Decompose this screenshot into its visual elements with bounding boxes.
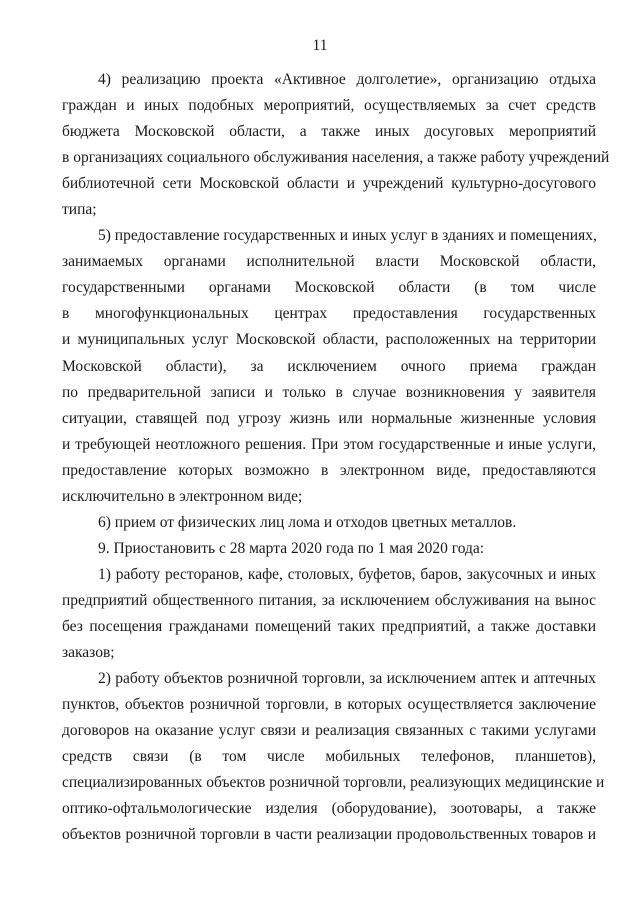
text-line: специализированных объектов розничной торговли, реализующих медицинские и xyxy=(62,774,605,792)
text-line: договоров на оказание услуг связи и реализация связанных с такими услугами xyxy=(62,722,596,740)
text-line: предоставление которых возможно в электронном виде, предоставляются xyxy=(62,461,596,479)
text-line: объектов розничной торговли в части реализации продовольственных товаров и xyxy=(62,826,596,844)
paragraph-item-9-1 xyxy=(62,562,596,666)
page-number: 11 xyxy=(312,37,328,54)
text-line: Московской области), за исключением очного приема граждан xyxy=(62,357,596,375)
text-line: ситуации, ставящей под угрозу жизнь или нормальные жизненные условия xyxy=(62,409,596,427)
text-line: 9. Приостановить с 28 марта 2020 года по 1 мая 2020 года: xyxy=(98,539,485,557)
text-line: граждан и иных подобных мероприятий, осуществляемых за счет средств xyxy=(62,97,596,115)
text-line: оптико-офтальмологические изделия (оборудование), зоотовары, а также xyxy=(62,800,596,818)
paragraph-section-9 xyxy=(62,536,596,562)
text-line: 4) реализацию проекта «Активное долголетие», организацию отдыха xyxy=(98,71,596,88)
paragraph-item-5 xyxy=(62,223,596,510)
text-line: предприятий общественного питания, за исключением обслуживания на вынос xyxy=(62,591,596,609)
text-line: 2) работу объектов розничной торговли, за исключением аптек и аптечных xyxy=(98,670,596,688)
document-body xyxy=(62,67,610,848)
paragraph-item-9-2 xyxy=(62,666,605,848)
text-line: 6) прием от физических лиц лома и отходов цветных металлов. xyxy=(98,513,517,531)
text-line: и муниципальных услуг Московской области, расположенных на территории xyxy=(62,331,596,349)
text-line: 5) предоставление государственных и иных услуг в зданиях и помещениях, xyxy=(98,227,597,245)
text-line: заказов; xyxy=(62,644,115,662)
text-line: 1) работу ресторанов, кафе, столовых, буфетов, баров, закусочных и иных xyxy=(98,565,596,583)
text-line: исключительно в электронном виде; xyxy=(62,487,303,505)
text-line: и требующей неотложного решения. При этом государственные и иные услуги, xyxy=(62,435,596,453)
text-line: бюджета Московской области, а также иных досуговых мероприятий xyxy=(62,123,596,141)
text-line: государственными органами Московской области (в том числе xyxy=(62,279,596,297)
paragraph-item-4 xyxy=(62,67,610,223)
text-line: библиотечной сети Московской области и учреждений культурно-досугового xyxy=(62,175,596,193)
text-line: занимаемых органами исполнительной власти Московской области, xyxy=(62,253,596,271)
text-line: средств связи (в том числе мобильных телефонов, планшетов), xyxy=(62,748,596,766)
text-line: без посещения гражданами помещений таких предприятий, а также доставки xyxy=(62,617,596,635)
text-line: по предварительной записи и только в случае возникновения у заявителя xyxy=(62,383,596,401)
text-line: в организациях социального обслуживания населения, а также работу учреждений xyxy=(62,149,610,167)
text-line: в многофункциональных центрах предоставления государственных xyxy=(62,305,596,323)
paragraph-item-6 xyxy=(62,510,596,536)
text-line: пунктов, объектов розничной торговли, в которых осуществляется заключение xyxy=(62,696,596,714)
text-line: типа; xyxy=(62,201,97,219)
